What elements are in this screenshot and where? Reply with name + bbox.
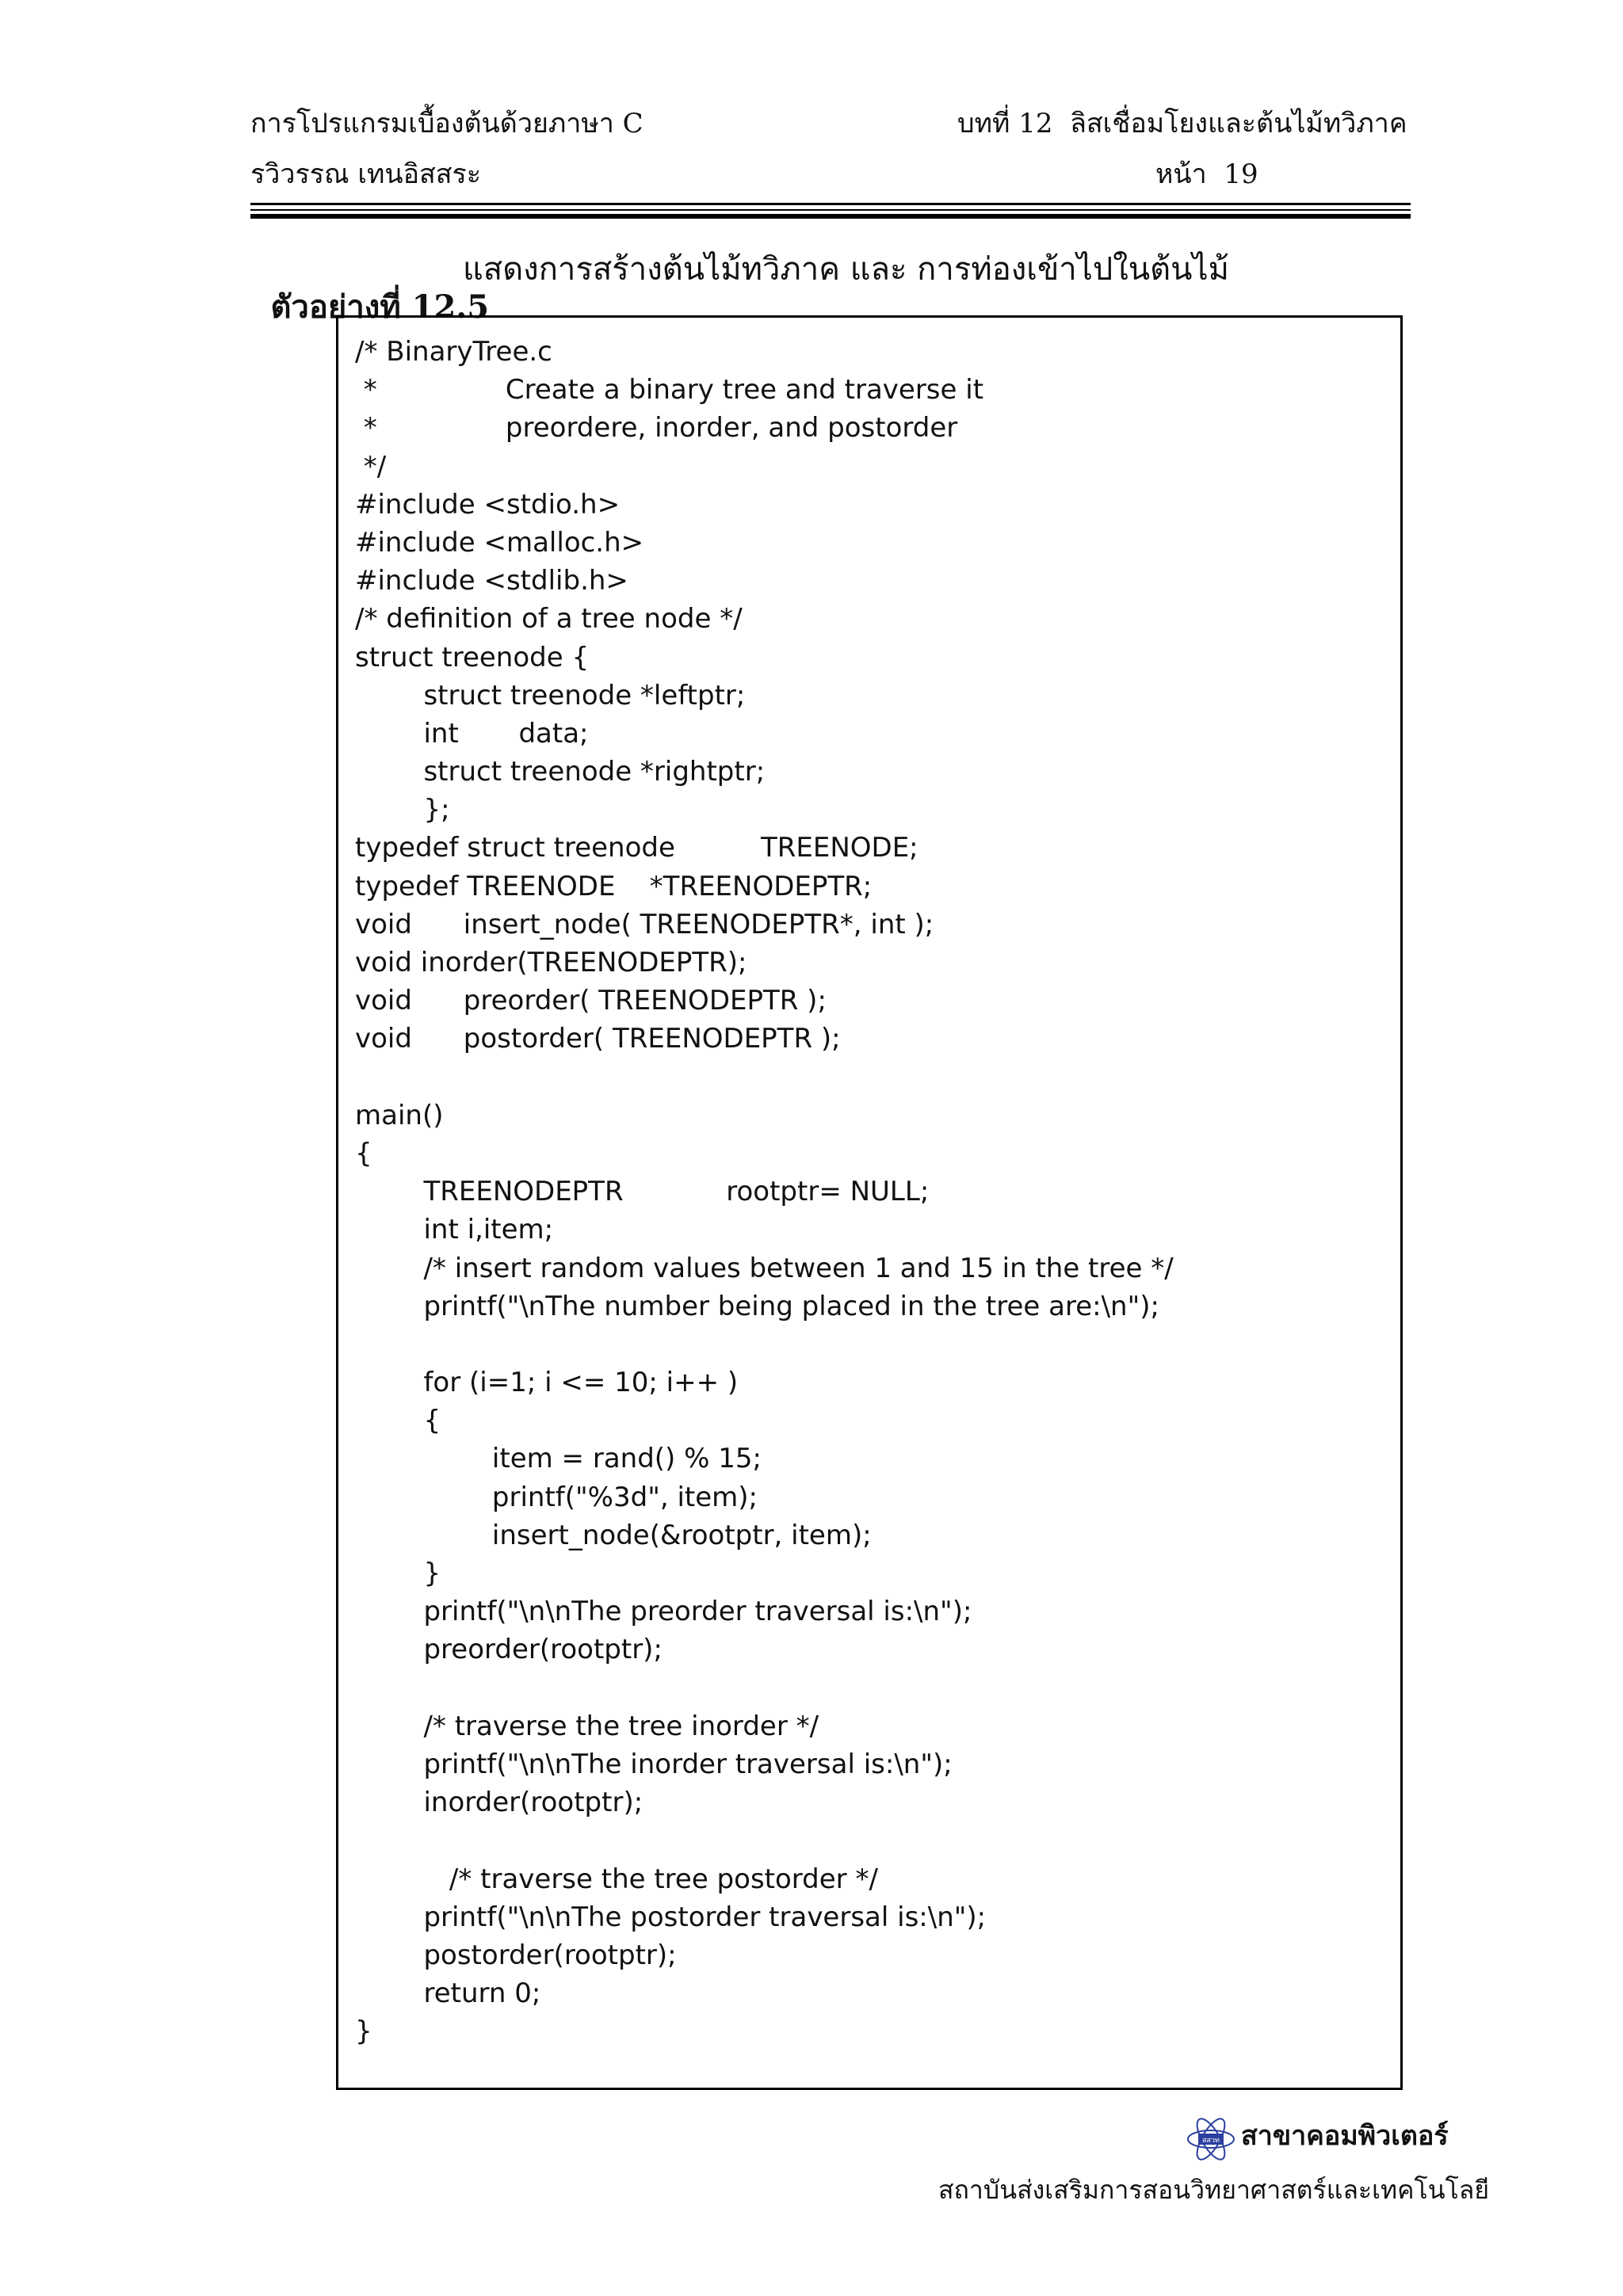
code-line: inorder(rootptr);	[355, 1787, 643, 1819]
code-line: #include <stdio.h>	[355, 488, 621, 521]
code-line: * preordere, inorder, and postorder	[355, 412, 958, 444]
logo-text: สสวท	[1202, 2137, 1220, 2145]
code-line: printf("\n\nThe inorder traversal is:\n");	[355, 1748, 953, 1780]
code-line: typedef struct treenode TREENODE;	[355, 832, 918, 864]
code-line: /* traverse the tree inorder */	[355, 1710, 819, 1742]
course-title: การโปรแกรมเบื้องต้นด้วยภาษา C	[250, 108, 643, 139]
code-line: struct treenode {	[355, 641, 590, 673]
code-line: item = rand() % 15;	[355, 1443, 762, 1475]
page-number: หน้า 19	[1155, 158, 1258, 190]
header-rule-thin	[250, 203, 1411, 205]
code-line: }	[355, 1558, 441, 1589]
code-line: printf("\nThe number being placed in the tree are:\n");	[355, 1290, 1159, 1322]
code-line: {	[355, 1405, 441, 1437]
example-description: แสดงการสร้างต้นไม้ทวิภาค และ การท่องเข้าไปในต้นไม้	[463, 251, 1229, 288]
code-line: preorder(rootptr);	[355, 1634, 663, 1666]
code-line: main()	[355, 1099, 444, 1131]
example-label: ตัวอย่างที่ 12.5	[270, 288, 490, 326]
chapter-title: บทที่ 12 ลิสเชื่อมโยงและต้นไม้ทวิภาค	[957, 108, 1407, 139]
code-line: TREENODEPTR rootptr= NULL;	[355, 1176, 930, 1208]
code-line: struct treenode *leftptr;	[355, 679, 746, 711]
code-line: */	[355, 450, 387, 482]
code-line: /* definition of a tree node */	[355, 603, 743, 635]
code-line: int data;	[355, 717, 589, 749]
institute-logo-icon	[1186, 2114, 1236, 2164]
code-line: typedef TREENODE *TREENODEPTR;	[355, 870, 873, 902]
code-line: /* insert random values between 1 and 15 in the tree */	[355, 1252, 1174, 1284]
code-line: #include <malloc.h>	[355, 526, 644, 559]
code-line: printf("\n\nThe preorder traversal is:\n");	[355, 1596, 972, 1628]
code-line: return 0;	[355, 1978, 541, 2010]
code-line: insert_node(&rootptr, item);	[355, 1519, 872, 1551]
code-line: * Create a binary tree and traverse it	[355, 374, 984, 406]
code-line: /* traverse the tree postorder */	[355, 1863, 878, 1895]
code-line: struct treenode *rightptr;	[355, 756, 766, 788]
code-line: };	[355, 794, 450, 826]
code-line: void postorder( TREENODEPTR );	[355, 1023, 841, 1055]
code-line	[355, 1325, 1174, 1363]
code-line: for (i=1; i <= 10; i++ )	[355, 1367, 739, 1399]
footer-institute: สถาบันส่งเสริมการสอนวิทยาศาสตร์และเทคโนโลยี	[938, 2175, 1490, 2205]
code-line: printf("\n\nThe postorder traversal is:\n");	[355, 1901, 987, 1933]
code-line: void preorder( TREENODEPTR );	[355, 985, 827, 1017]
code-line	[355, 1669, 1174, 1707]
code-line: {	[355, 1137, 372, 1169]
code-line	[355, 1821, 1174, 1859]
code-line: }	[355, 2016, 372, 2048]
author-name: รวิวรรณ เทนอิสสระ	[250, 158, 482, 190]
code-line: postorder(rootptr);	[355, 1939, 677, 1971]
footer-department: สาขาคอมพิวเตอร์	[1241, 2120, 1449, 2152]
code-line: void inorder(TREENODEPTR);	[355, 947, 747, 978]
code-line: int i,item;	[355, 1214, 554, 1246]
code-line: void insert_node( TREENODEPTR*, int );	[355, 908, 934, 940]
code-line: #include <stdlib.h>	[355, 565, 628, 597]
code-line	[355, 1058, 1174, 1097]
code-line: /* BinaryTree.c	[355, 336, 552, 368]
header-rule-mid	[250, 209, 1411, 211]
code-listing	[355, 333, 1174, 2050]
header-rule-thick	[250, 214, 1411, 219]
code-line: printf("%3d", item);	[355, 1481, 758, 1513]
